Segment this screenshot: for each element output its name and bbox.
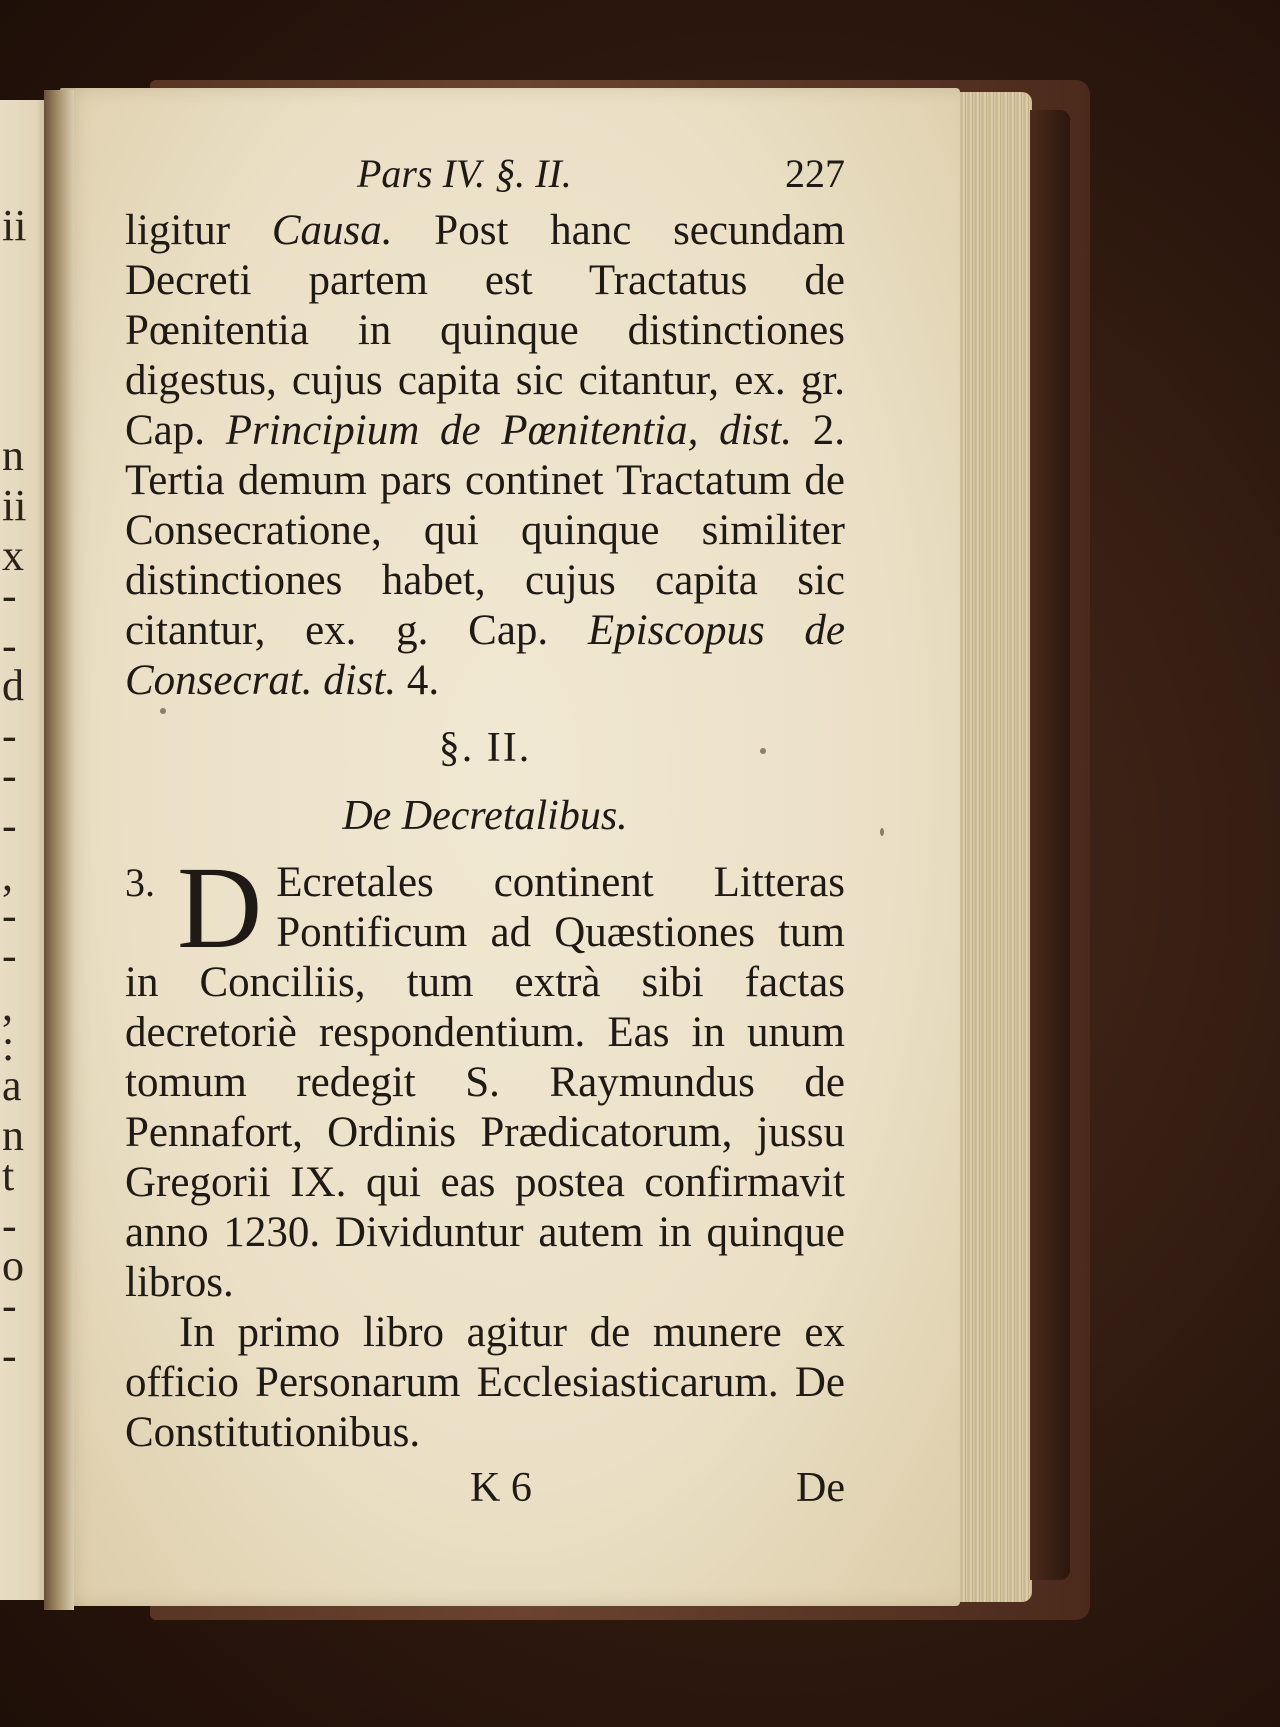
running-head xyxy=(125,150,845,206)
paragraph-decretals-text: Ecretales continent Litteras Pontificum ad Quæstiones tum in Conciliis, tum extrà sibi factas decretoriè respondentium. Eas in unum tomum redegit S. Raymundus de Pennafort, Ordinis Prædicatorum, jussu Gregorii IX. qui eas postea confirmavit anno 1230. Dividuntur autem in quinque libros. xyxy=(125,859,845,1306)
page-edges xyxy=(952,92,1032,1602)
margin-fragment: : xyxy=(2,1021,15,1070)
margin-fragment: o xyxy=(2,1241,24,1290)
page-footer xyxy=(125,1464,845,1520)
margin-fragment: d xyxy=(2,661,24,710)
text-segment: 2. Tertia demum pars continet Tractatum de Consecratione, qui quinque similiter distinctiones habet, cujus capita sic citantur, ex. g. Cap. xyxy=(125,407,845,654)
margin-fragment: - xyxy=(2,1331,17,1380)
margin-fragment: - xyxy=(2,1201,17,1250)
margin-fragment: a xyxy=(2,1061,22,1110)
margin-fragment: - xyxy=(2,931,17,980)
running-head-title: Pars IV. §. II. xyxy=(357,151,572,196)
catchword: De xyxy=(796,1465,845,1511)
text-segment: ligitur xyxy=(125,207,272,254)
drop-cap-initial: D xyxy=(177,842,263,973)
paper-speck xyxy=(880,828,884,836)
margin-fragment: - xyxy=(2,751,17,800)
margin-fragment: , xyxy=(2,851,13,900)
margin-fragment: - xyxy=(2,891,17,940)
margin-fragment: n xyxy=(2,431,24,480)
italic-segment: Principium de Pœnitentia, dist. xyxy=(225,407,792,454)
margin-fragment: ii xyxy=(2,201,27,250)
page-edge-shadow xyxy=(1030,110,1070,1580)
margin-fragment: - xyxy=(2,621,17,670)
italic-segment: Episcopus de Consecrat. dist. xyxy=(125,607,845,704)
gutter-shadow xyxy=(44,90,74,1610)
text-segment: Post hanc secundam Decreti partem est Tractatus de Pœnitentia in quinque distinctiones digestus, cujus capita sic citantur, ex. gr. Cap. xyxy=(125,207,846,454)
margin-fragment: x xyxy=(2,531,24,580)
margin-fragment: ii xyxy=(2,481,27,530)
paragraph-continuation xyxy=(125,206,845,706)
margin-fragment: t xyxy=(2,1151,15,1200)
paragraph-decretals xyxy=(125,842,845,1308)
margin-fragment: - xyxy=(2,711,17,760)
margin-fragment: - xyxy=(2,1281,17,1330)
margin-fragment: n xyxy=(2,1111,24,1160)
text-segment: 4. xyxy=(396,657,440,704)
margin-fragment: , xyxy=(2,981,13,1030)
section-title: De Decretalibus. xyxy=(342,793,628,839)
paragraph-first-book: In primo libro agitur de munere ex officio Personarum Ecclesiasticarum. De Constitutionibus. xyxy=(125,1309,845,1456)
margin-fragment: - xyxy=(2,801,17,850)
section-mark: §. II. xyxy=(438,725,532,771)
paragraph-number: 3. xyxy=(125,860,155,905)
signature-mark: K 6 xyxy=(470,1465,532,1511)
page-text-block xyxy=(125,150,845,1520)
margin-fragment: - xyxy=(2,571,17,620)
page-number: 227 xyxy=(785,151,845,196)
italic-segment: Causa. xyxy=(271,207,393,254)
